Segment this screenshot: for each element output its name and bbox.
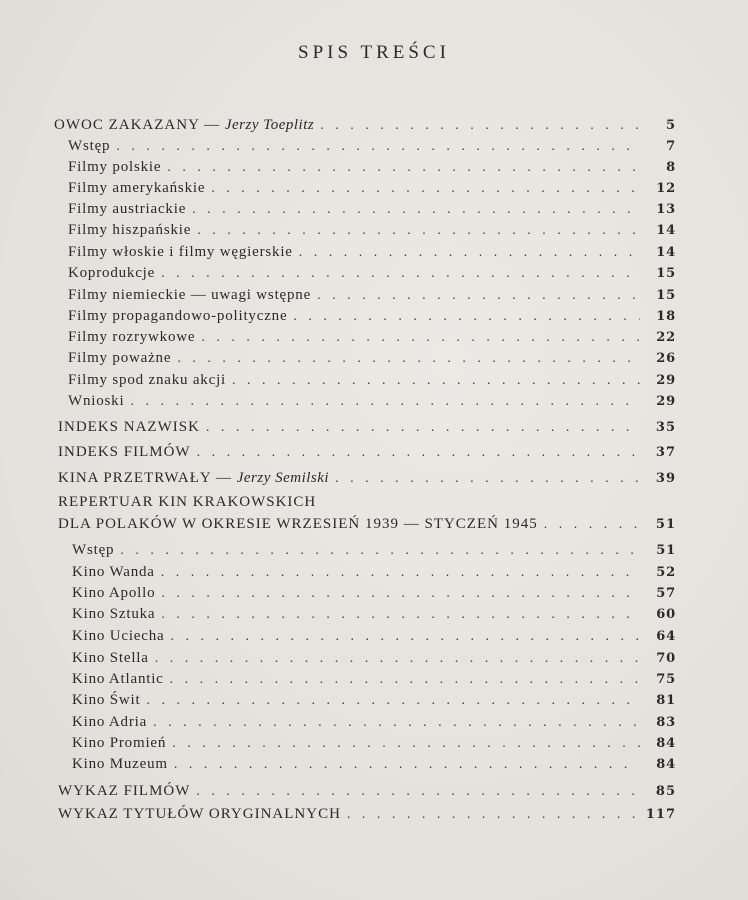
toc-entry — [72, 692, 676, 712]
dot-leader — [192, 202, 640, 218]
toc-entry — [72, 606, 676, 626]
toc-entry-label: Kino Uciecha — [72, 628, 165, 644]
toc-entry-label: Wstęp — [72, 542, 115, 558]
toc-entry-title — [72, 714, 147, 731]
toc-entry-label: Filmy amerykańskie — [68, 180, 206, 196]
toc-entry-label: Kino Atlantic — [72, 671, 164, 687]
toc-entry-label: Kino Wanda — [72, 564, 155, 580]
toc-entry-label: Wnioski — [68, 393, 125, 409]
dot-leader — [317, 288, 640, 304]
dot-leader — [544, 517, 640, 533]
toc-entry — [68, 308, 676, 328]
dot-leader — [146, 693, 640, 709]
toc-page-number: 5 — [665, 118, 676, 133]
toc-entry-title — [72, 756, 168, 773]
toc-entry-title — [68, 393, 124, 410]
toc-entry — [72, 735, 676, 755]
toc-entry-label: Filmy poważne — [68, 350, 172, 366]
toc-page-number: 81 — [656, 693, 676, 708]
toc-entry-title — [68, 308, 287, 325]
toc-entry-label: REPERTUAR KIN KRAKOWSKICH — [58, 494, 317, 510]
dot-leader — [174, 757, 640, 773]
dot-leader — [347, 807, 640, 823]
toc-page-number: 51 — [656, 543, 676, 558]
toc-entry-label: Filmy polskie — [68, 159, 162, 175]
dot-leader — [211, 181, 640, 197]
toc-entry — [58, 516, 676, 536]
toc-entry-title — [68, 287, 311, 304]
toc-page-number: 35 — [655, 420, 676, 435]
toc-entry-label: Filmy rozrywkowe — [68, 329, 196, 345]
toc-page-number: 85 — [655, 784, 676, 799]
toc-entry-title — [58, 516, 538, 533]
dot-leader — [167, 160, 640, 176]
toc-page-number: 57 — [656, 586, 676, 601]
toc-entry — [68, 159, 676, 179]
toc-entry-label: Koprodukcje — [68, 265, 156, 281]
toc-entry — [68, 138, 676, 158]
toc-entry — [68, 201, 676, 221]
toc-page-number: 18 — [656, 309, 676, 324]
toc-entry-title — [72, 650, 149, 667]
toc-entry-label: Kino Świt — [72, 692, 141, 708]
toc-page-number: 37 — [655, 445, 676, 460]
toc-entry — [58, 494, 676, 514]
toc-entry-title — [68, 138, 110, 155]
toc-entry-label: Kino Stella — [72, 650, 149, 666]
toc-page-number: 15 — [656, 266, 676, 281]
toc-page-number: 29 — [656, 373, 676, 388]
toc-page-number: 70 — [656, 651, 676, 666]
dot-leader — [161, 586, 640, 602]
toc-entry — [72, 671, 676, 691]
page-title: SPIS TREŚCI — [298, 42, 450, 63]
toc-entry-title — [58, 806, 341, 823]
toc-entry-title — [68, 201, 186, 218]
toc-entry — [72, 564, 676, 584]
dot-leader — [161, 266, 640, 282]
dot-leader — [120, 543, 640, 559]
toc-page-number: 7 — [666, 139, 676, 154]
dot-leader — [293, 309, 640, 325]
toc-page-number: 29 — [656, 394, 676, 409]
toc-entry-label: Filmy niemieckie — uwagi wstępne — [68, 287, 312, 303]
toc-page-number: 15 — [656, 288, 676, 303]
toc-page-number: 26 — [656, 351, 676, 366]
toc-entry-label: OWOC ZAKAZANY — — [54, 117, 225, 133]
toc-entry-label: DLA POLAKÓW W OKRESIE WRZESIEŃ 1939 — STYCZEŃ 1945 — [58, 516, 538, 532]
dot-leader — [201, 330, 640, 346]
toc-entry-title — [68, 372, 226, 389]
toc-entry-label: WYKAZ FILMÓW — [58, 783, 191, 799]
toc-entry-title — [72, 628, 164, 645]
toc-entry — [68, 222, 676, 242]
toc-page-number: 84 — [656, 736, 676, 751]
toc-entry — [68, 329, 676, 349]
dot-leader — [232, 373, 640, 389]
toc-page-number: 13 — [656, 202, 676, 217]
toc-entry — [58, 444, 676, 464]
toc-page-number: 84 — [656, 757, 676, 772]
dot-leader — [177, 351, 640, 367]
toc-page-number: 39 — [655, 471, 676, 486]
toc-entry — [58, 419, 676, 439]
dot-leader — [335, 471, 640, 487]
dot-leader — [161, 565, 640, 581]
dot-leader — [161, 607, 640, 623]
toc-entry-title — [68, 329, 195, 346]
toc-entry-label: WYKAZ TYTUŁÓW ORYGINALNYCH — [58, 806, 341, 822]
toc-entry-label: Filmy austriackie — [68, 201, 187, 217]
toc-entry-label: Filmy spod znaku akcji — [68, 372, 226, 388]
toc-entry — [68, 393, 676, 413]
dot-leader — [196, 784, 640, 800]
toc-entry-label: Kino Promień — [72, 735, 167, 751]
toc-entry — [72, 650, 676, 670]
toc-entry-title — [68, 222, 191, 239]
dot-leader — [197, 445, 640, 461]
toc-entry — [72, 585, 676, 605]
toc-entry — [72, 542, 676, 562]
dot-leader — [206, 420, 640, 436]
toc-entry-author: Jerzy Toeplitz — [224, 117, 315, 133]
toc-entry — [72, 714, 676, 734]
toc-entry-label: Kino Muzeum — [72, 756, 168, 772]
dot-leader — [130, 394, 640, 410]
toc-entry-label: Kino Sztuka — [72, 606, 156, 622]
toc-entry-title — [72, 735, 166, 752]
dot-leader — [155, 651, 640, 667]
toc-entry-title — [68, 265, 155, 282]
toc-entry-title — [68, 244, 293, 261]
toc-entry — [68, 265, 676, 285]
dot-leader — [116, 139, 640, 155]
toc-entry-label: INDEKS NAZWISK — [58, 419, 200, 435]
toc-entry-label: Filmy hiszpańskie — [68, 222, 192, 238]
toc-entry-title — [68, 159, 161, 176]
toc-entry-label: Filmy włoskie i filmy węgierskie — [68, 244, 293, 260]
toc-entry-label: Kino Adria — [72, 714, 148, 730]
toc-page-number: 64 — [656, 629, 676, 644]
dot-leader — [153, 715, 640, 731]
dot-leader — [170, 629, 640, 645]
toc-entry — [68, 372, 676, 392]
toc-entry — [72, 628, 676, 648]
toc-entry — [58, 470, 676, 490]
toc-entry-title — [72, 564, 155, 581]
toc-entry-title — [72, 671, 164, 688]
toc-entry-title — [58, 470, 329, 487]
toc-page-number: 117 — [645, 807, 676, 822]
toc-entry-title — [72, 606, 155, 623]
toc-entry-label: Filmy propagandowo-polityczne — [68, 308, 288, 324]
toc-entry — [72, 756, 676, 776]
toc-entry-label: INDEKS FILMÓW — [58, 444, 191, 460]
toc-page-number: 75 — [656, 672, 676, 687]
toc-page-number: 12 — [656, 181, 676, 196]
toc-entry-title — [72, 585, 155, 602]
toc-entry — [68, 350, 676, 370]
toc-entry-label: KINA PRZETRWAŁY — — [58, 470, 237, 486]
dot-leader — [299, 245, 640, 261]
toc-entry — [54, 117, 676, 137]
toc-entry — [68, 244, 676, 264]
toc-entry-title — [68, 350, 171, 367]
toc-entry-title — [58, 444, 191, 461]
toc-entry-title — [72, 542, 114, 559]
toc-entry-title — [58, 783, 190, 800]
toc-page-number: 83 — [656, 715, 676, 730]
toc-entry — [58, 783, 676, 803]
toc-page-number: 52 — [656, 565, 676, 580]
dot-leader — [172, 736, 640, 752]
toc-entry — [68, 180, 676, 200]
toc-entry — [58, 806, 676, 826]
toc-entry-title — [72, 692, 140, 709]
toc-entry-title — [68, 180, 205, 197]
toc-entry-title — [54, 117, 314, 134]
dot-leader — [170, 672, 640, 688]
dot-leader — [197, 223, 640, 239]
toc-entry — [68, 287, 676, 307]
toc-entry-label: Wstęp — [68, 138, 111, 154]
toc-page-number: 51 — [655, 517, 676, 532]
toc-entry-title — [58, 419, 200, 436]
toc-page-number: 14 — [656, 223, 676, 238]
toc-entry-title — [58, 494, 316, 511]
toc-page-number: 60 — [656, 607, 676, 622]
dot-leader — [320, 118, 640, 134]
toc-entry-label: Kino Apollo — [72, 585, 156, 601]
toc-page-number: 14 — [656, 245, 676, 260]
toc-entry-author: Jerzy Semilski — [236, 470, 330, 486]
toc-page-number: 22 — [656, 330, 676, 345]
toc-page-number: 8 — [666, 160, 676, 175]
